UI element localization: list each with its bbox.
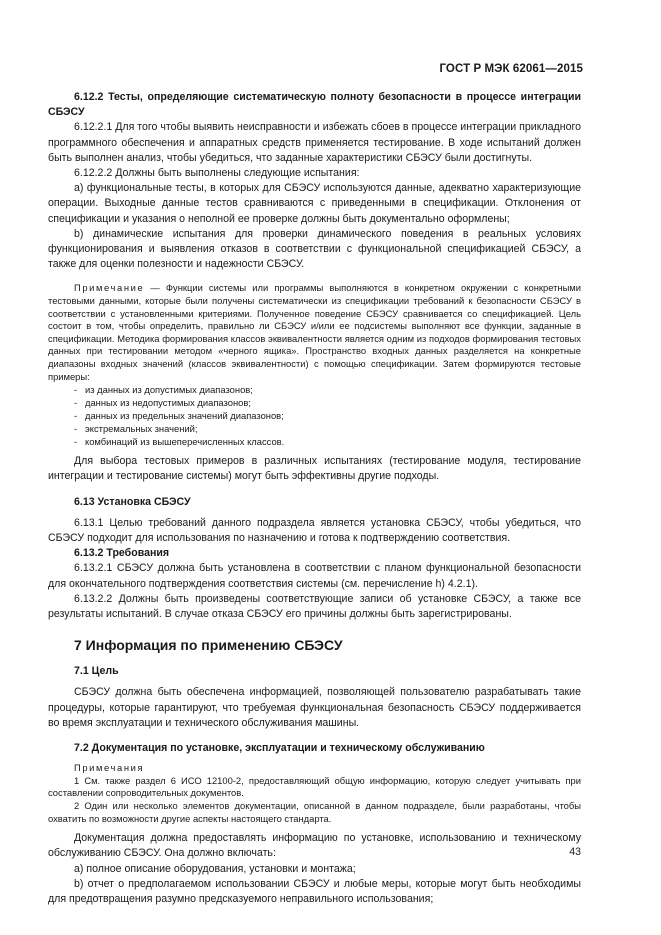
page-number: 43 xyxy=(569,846,581,858)
item-b-intended-use: b) отчет о предполагаемом использовании СБЭСУ и любые меры, которые могут быть необходимы для предотвращения разумно предсказуемого неправильного использования; xyxy=(48,877,581,906)
standard-header: ГОСТ Р МЭК 62061—2015 xyxy=(439,63,583,75)
list-item: - данных из недопустимых диапазонов; xyxy=(48,396,581,409)
note-label: Примечание xyxy=(74,282,145,294)
heading-6-12-2: 6.12.2 Тесты, определяющие систематическую полноту безопасности в процессе интеграции СБЭСУ xyxy=(48,91,581,119)
heading-6-13-2: 6.13.2 Требования xyxy=(74,547,170,560)
note-2: 2 Один или несколько элементов документации, описанной в данном подразделе, были разработаны, чтобы охватить по возможности другие аспекты настоящего стандарта. xyxy=(48,800,581,824)
item-a-description: a) полное описание оборудования, установки и монтажа; xyxy=(74,862,356,875)
note-1: 1 См. также раздел 6 ИСО 12100-2, предоставляющий общую информацию, которую следует учитывать при составлении сопроводительных документов. xyxy=(48,774,581,799)
test-example-list xyxy=(48,383,581,448)
paragraph-other-approaches: Для выбора тестовых примеров в различных испытаниях (тестирование модуля, тестирование интеграции и тестирование системы) могут быть эффективны другие подходы. xyxy=(48,455,581,483)
paragraph-7-2: Документация должна предоставлять информацию по установке, использованию и техническому обслуживанию СБЭСУ. Она должно включать: xyxy=(48,832,581,860)
item-a-functional-tests: a) функциональные тесты, в которых для СБЭСУ используются данные, адекватно характеризующие операции. Выходные данные тестов сравниваются с приведенными в спецификации. Отклонения от спецификации и указания о неполной ее проверке должны быть документально оформлены; xyxy=(48,182,581,225)
heading-7-2: 7.2 Документация по установке, эксплуатации и техническому обслуживанию xyxy=(74,742,485,755)
paragraph-6-13-2-1: 6.13.2.1 СБЭСУ должна быть установлена в соответствии с планом функциональной безопасности для окончательного подтверждения соответствия системы (см. перечисление h) 4.2.1). xyxy=(48,562,581,590)
paragraph-6-12-2-1: 6.12.2.1 Для того чтобы выявить неисправности и избежать сбоев в процессе интеграции прикладного программного обеспечения и аппаратных средств применяется тестирование. В ходе испытаний должен быть выполнен анализ, чтобы убедиться, что заданные характеристики СБЭСУ были достигнуты. xyxy=(48,121,581,164)
heading-section-7: 7 Информация по применению СБЭСУ xyxy=(74,637,343,654)
list-item: - экстремальных значений; xyxy=(48,422,581,435)
paragraph-6-13-1: 6.13.1 Целью требований данного подраздела является установка СБЭСУ, чтобы убедиться, что СБЭСУ подходит для использования по назначению и готова к подтверждению соответствия. xyxy=(48,516,581,544)
note-black-box xyxy=(48,282,581,383)
heading-7-1: 7.1 Цель xyxy=(74,665,119,678)
paragraph-6-12-2-2: 6.12.2.2 Должны быть выполнены следующие испытания: xyxy=(74,167,360,180)
paragraph-7-1: СБЭСУ должна быть обеспечена информацией, позволяющей пользователю разрабатывать такие процедуры, которые гарантируют, что требуемая функциональная безопасность СБЭСУ поддерживается во время эксплуатации и технического обслуживания машины. xyxy=(48,686,581,729)
item-b-dynamic-tests: b) динамические испытания для проверки динамического поведения в реальных условиях функционирования и выявления отказов в соответствии с функциональной спецификацией СБЭСУ, а также для оценки полезности и надежности СБЭСУ. xyxy=(48,227,581,271)
notes-label: Примечания xyxy=(74,762,145,774)
page-content xyxy=(48,90,581,907)
list-item: - данных из предельных значений диапазонов; xyxy=(48,409,581,422)
note-text: — Функции системы или программы выполняются в конкретном окружении с конкретными тестовыми данными, которые были получены систематически из спецификации требований к безопасности СБЭСУ в соответствии с установленными критериями. Полученное поведение СБЭСУ сравнивается со спецификацией. Цель состоит в том, чтобы определить, правильно ли СБЭСУ и/или ее подсистемы выполняют все функции, заданные в спецификации. Методика формирования классов эквивалентности является одним из подходов формирования тестовых данных при тестировании методом «черного ящика». Пространство входных данных разделяется на конкретные диапазоны входных значений (классов эквивалентности) с помощью спецификации. Затем формируются тестовые примеры: xyxy=(48,282,581,382)
heading-6-13: 6.13 Установка СБЭСУ xyxy=(74,495,191,508)
list-item: - комбинаций из вышеперечисленных классов. xyxy=(48,435,581,448)
list-item: - из данных из допустимых диапазонов; xyxy=(48,383,581,396)
paragraph-6-13-2-2: 6.13.2.2 Должны быть произведены соответствующие записи об установке СБЭСУ, а также все результаты испытаний. В случае отказа СБЭСУ его причины должны быть зарегистрированы. xyxy=(48,592,581,621)
